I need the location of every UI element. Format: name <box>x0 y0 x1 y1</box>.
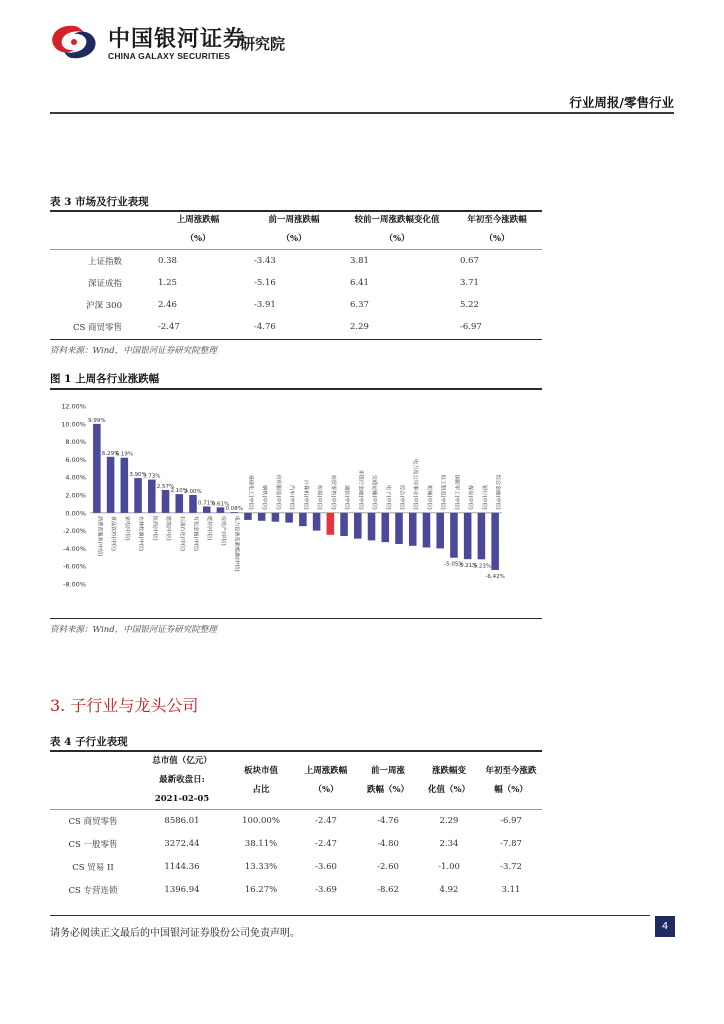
y-tick-label: -2.00% <box>63 527 86 536</box>
page-number: 4 <box>655 916 675 937</box>
bar <box>285 513 293 523</box>
industry-returns-chart <box>50 396 542 618</box>
category-label: 基础化工(中信) <box>247 474 254 510</box>
footer-disclaimer: 请务必阅读正文最后的中国银河证券股份公司免责声明。 <box>50 928 300 939</box>
bar <box>464 513 472 559</box>
bar <box>203 506 211 512</box>
y-tick-label: 10.00% <box>61 420 86 429</box>
bar-value-label: 0.71% <box>197 500 216 507</box>
bar <box>189 495 197 513</box>
sub-industry-table <box>50 752 542 902</box>
bar <box>148 480 156 513</box>
y-tick-label: -8.00% <box>63 580 86 589</box>
table3-bottom-rule <box>50 339 542 340</box>
bar <box>134 478 142 513</box>
bar <box>409 513 417 546</box>
bar <box>450 513 458 558</box>
category-label: 医药(中信) <box>151 515 158 541</box>
table-row: 深证成指 1.25 -5.16 6.41 3.71 <box>87 277 479 289</box>
category-label: 煤炭(中信) <box>467 484 474 510</box>
brand-name-cn: 中国银河证券 <box>108 27 247 52</box>
category-label: 商贸零售(中信) <box>329 474 336 510</box>
market-performance-table <box>50 211 542 338</box>
bar-value-label: 0.08% <box>225 506 243 513</box>
table-row: CS 商贸零售 8586.01 100.00% -2.47 -4.76 2.29 -6.97 <box>50 810 542 833</box>
category-label: 综合(中信) <box>398 484 405 510</box>
category-label: 建筑(中信) <box>165 515 172 541</box>
category-label: 农林牧渔(中信) <box>137 515 144 551</box>
table3-header-corner <box>50 211 150 250</box>
table3-header: 上周涨跌幅 （%） <box>176 215 220 244</box>
figure1-bottom-rule <box>50 618 542 619</box>
table-row: 上证指数 0.38 -3.43 3.81 0.67 <box>50 250 542 272</box>
table-row: CS 贸易 II 1144.36 13.33% -3.60 -2.60 -1.00 -3.72 <box>72 862 522 873</box>
bar-value-label: 3.73% <box>143 473 161 480</box>
table-row: 沪深 300 2.46 -3.91 6.37 5.22 <box>86 299 479 311</box>
table4-header: 涨跌幅变 化值（%） <box>427 765 471 795</box>
category-label: 消费者服务(中信) <box>96 515 103 557</box>
bar-value-label: 3.90% <box>129 472 147 479</box>
category-label: 石油石化(中信) <box>178 515 185 551</box>
bar-value-label: -5.05% <box>444 561 464 568</box>
bar <box>175 494 183 513</box>
bar <box>423 513 431 548</box>
figure1-top-rule <box>50 388 542 390</box>
category-label: 电子(中信) <box>384 484 391 510</box>
category-label: 家电(中信) <box>123 515 130 541</box>
table3-header: 前一周涨跌幅 （%） <box>268 215 320 244</box>
bar <box>217 507 225 512</box>
bar-value-label: 6.29% <box>101 450 120 457</box>
bar-value-label: 9.99% <box>88 417 106 424</box>
table4-header: 总市值（亿元） 最新收盘日: 2021-02-05 <box>152 756 212 804</box>
y-tick-label: -6.00% <box>63 562 86 571</box>
category-label: 综合金融(中信) <box>494 474 501 510</box>
table4-header-corner <box>50 752 136 810</box>
category-label: 食品饮料(中信) <box>110 515 117 551</box>
category-label: 轻工制造(中信) <box>439 474 446 510</box>
y-tick-label: 2.00% <box>65 491 86 500</box>
bar <box>478 513 486 560</box>
galaxy-swirl-icon <box>44 20 104 64</box>
table-row: CS 专营连锁 1396.94 16.27% -3.69 -8.62 4.92 3.11 <box>68 885 521 896</box>
category-label: 电力设备及新能源(中信) <box>233 515 240 572</box>
category-label: 建材(中信) <box>206 515 213 541</box>
table4-caption: 表 4 子行业表现 <box>50 736 128 748</box>
category-label: 传媒(中信) <box>316 484 323 510</box>
figure1-caption: 图 1 上周各行业涨跌幅 <box>50 373 160 385</box>
bar <box>436 513 444 549</box>
table3-header: 年初至今涨跌幅 （%） <box>467 215 527 244</box>
figure1-source: 资料来源：Wind，中国银河证券研究院整理 <box>50 625 217 635</box>
bar <box>230 512 238 513</box>
category-label: 银行(中信) <box>480 484 487 510</box>
category-label: 国防军工(中信) <box>453 474 460 510</box>
table4-header: 年初至今涨跌 幅（%） <box>485 765 537 795</box>
category-label: 计算机(中信) <box>302 479 309 510</box>
category-label: 汽车(中信) <box>288 484 295 510</box>
bar <box>381 513 389 542</box>
y-tick-label: 6.00% <box>65 455 86 464</box>
table4-header: 前一周涨 跌幅（%） <box>366 765 410 795</box>
category-label: 通信(中信) <box>343 484 350 510</box>
category-label: 房地产(中信) <box>219 515 226 546</box>
bar-value-label: 2.10% <box>170 488 189 495</box>
section-title: 3. 子行业与龙头公司 <box>50 696 199 715</box>
table-row: CS 一般零售 3272.44 38.11% -2.47 -4.80 2.34 -7.87 <box>68 839 522 850</box>
table3-header: 较前一周涨跌幅变化值 （%） <box>354 215 440 244</box>
bar-value-label: 2.57% <box>156 483 175 490</box>
table4-header: 上周涨跌幅 （%） <box>304 765 348 795</box>
header-divider <box>50 112 674 114</box>
y-tick-label: 12.00% <box>61 402 86 411</box>
bar <box>340 513 348 536</box>
bar-value-label: 2.00% <box>184 489 202 495</box>
y-tick-label: 4.00% <box>65 473 86 482</box>
category-label: 机械(中信) <box>425 484 432 510</box>
bar <box>299 513 307 526</box>
table3-source: 资料来源：Wind，中国银河证券研究院整理 <box>50 346 217 356</box>
category-label: 交通运输(中信) <box>371 474 378 510</box>
footer-divider <box>50 915 650 916</box>
bar <box>272 513 280 522</box>
bar <box>244 513 252 520</box>
bar <box>121 458 129 513</box>
bar <box>258 513 266 521</box>
bar <box>162 490 170 513</box>
category-label: 有色金属(中信) <box>192 515 199 551</box>
category-label: 电力及公用事业(中信) <box>412 459 419 510</box>
bar <box>107 457 115 513</box>
y-tick-label: -4.00% <box>63 544 86 553</box>
table-row: CS 商贸零售 -2.47 -4.76 2.29 -6.97 <box>72 321 482 333</box>
bar <box>395 513 403 544</box>
company-logo <box>44 20 309 64</box>
bar <box>368 513 376 541</box>
brand-institute: 研究院 <box>240 35 286 53</box>
y-tick-label: 0.00% <box>65 509 86 518</box>
category-label: 钢铁(中信) <box>261 484 268 510</box>
category-label: 非银行金融(中信) <box>357 469 364 510</box>
bar-value-label: 0.61% <box>211 501 230 508</box>
bar-value-label: 6.19% <box>115 451 134 458</box>
y-tick-label: 8.00% <box>65 438 86 447</box>
bar-value-label: -5.23% <box>471 563 492 570</box>
bar <box>354 513 362 539</box>
bar-value-label: -6.42% <box>485 573 505 580</box>
bar-value-label: -5.21% <box>457 563 478 570</box>
bar <box>93 424 101 513</box>
bar <box>313 513 321 531</box>
table4-header: 板块市值 占比 <box>243 765 278 795</box>
category-label: 纺织服装(中信) <box>274 474 281 510</box>
report-type: 行业周报/零售行业 <box>569 95 674 110</box>
table3-caption: 表 3 市场及行业表现 <box>50 196 149 208</box>
bar <box>491 513 499 570</box>
bar <box>327 513 335 535</box>
brand-name-en: CHINA GALAXY SECURITIES <box>108 51 231 61</box>
industry-returns-svg <box>50 396 542 618</box>
